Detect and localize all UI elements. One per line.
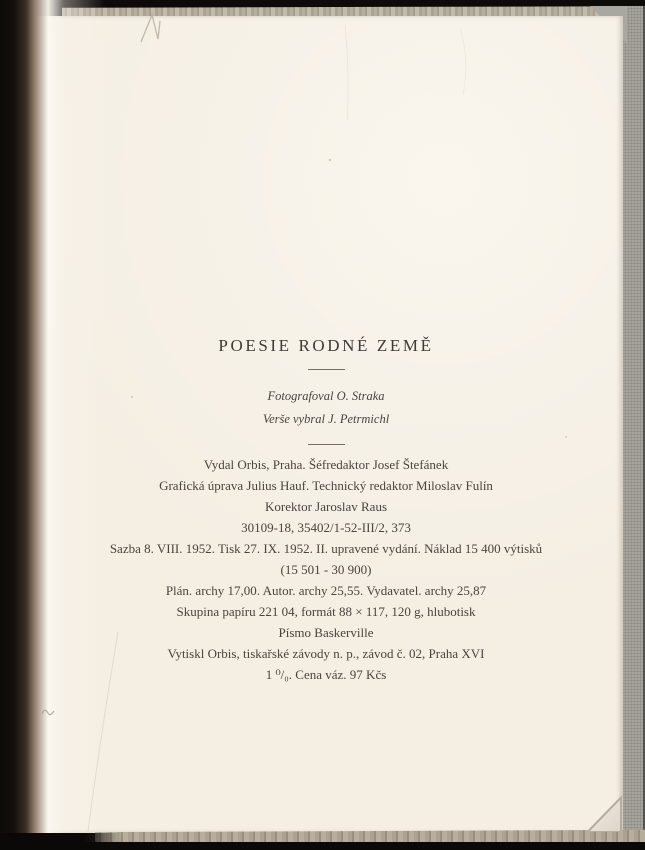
colophon-line-copy-range: (15 501 - 30 900) [280, 562, 372, 577]
colophon-line-price: 1 ⁰/₀. Cena váz. 97 Kčs [265, 667, 387, 682]
credit-editor: Verše vybral J. Petrmichl [262, 412, 390, 426]
colophon-line-edition: Sazba 8. VIII. 1952. Tisk 27. IX. 1952. II. upravené vydání. Náklad 15 400 výtisků [109, 541, 543, 556]
colophon-line-print-numbers: 30109-18, 35402/1-52-III/2, 373 [241, 520, 411, 535]
credit-photographer: Fotografoval O. Straka [267, 389, 385, 403]
credits-divider-rule [308, 444, 345, 445]
page-title: POESIE RODNÉ ZEMĚ [218, 336, 434, 355]
colophon-line-design: Grafická úprava Julius Hauf. Technický redaktor Miloslav Fulín [159, 478, 493, 493]
title-divider-rule [308, 369, 345, 370]
background-frame-bottom-left [0, 833, 120, 850]
colophon-line-paper: Skupina papíru 221 04, formát 88 × 117, 120 g, hlubotisk [176, 604, 476, 619]
credits-block [36, 385, 616, 431]
colophon-line-proofreader: Korektor Jaroslav Raus [264, 499, 388, 514]
colophon-content [36, 0, 616, 685]
colophon-line-typeface: Písmo Baskerville [278, 625, 374, 640]
colophon-line-sheets: Plán. archy 17,00. Autor. archy 25,55. Vydavatel. archy 25,87 [165, 583, 487, 598]
colophon-block [36, 454, 616, 685]
colophon-line-printer: Vytiskl Orbis, tiskařské závody n. p., závod č. 02, Praha XVI [167, 646, 485, 661]
colophon-line-publisher: Vydal Orbis, Praha. Šéfredaktor Josef Štefánek [203, 457, 449, 472]
